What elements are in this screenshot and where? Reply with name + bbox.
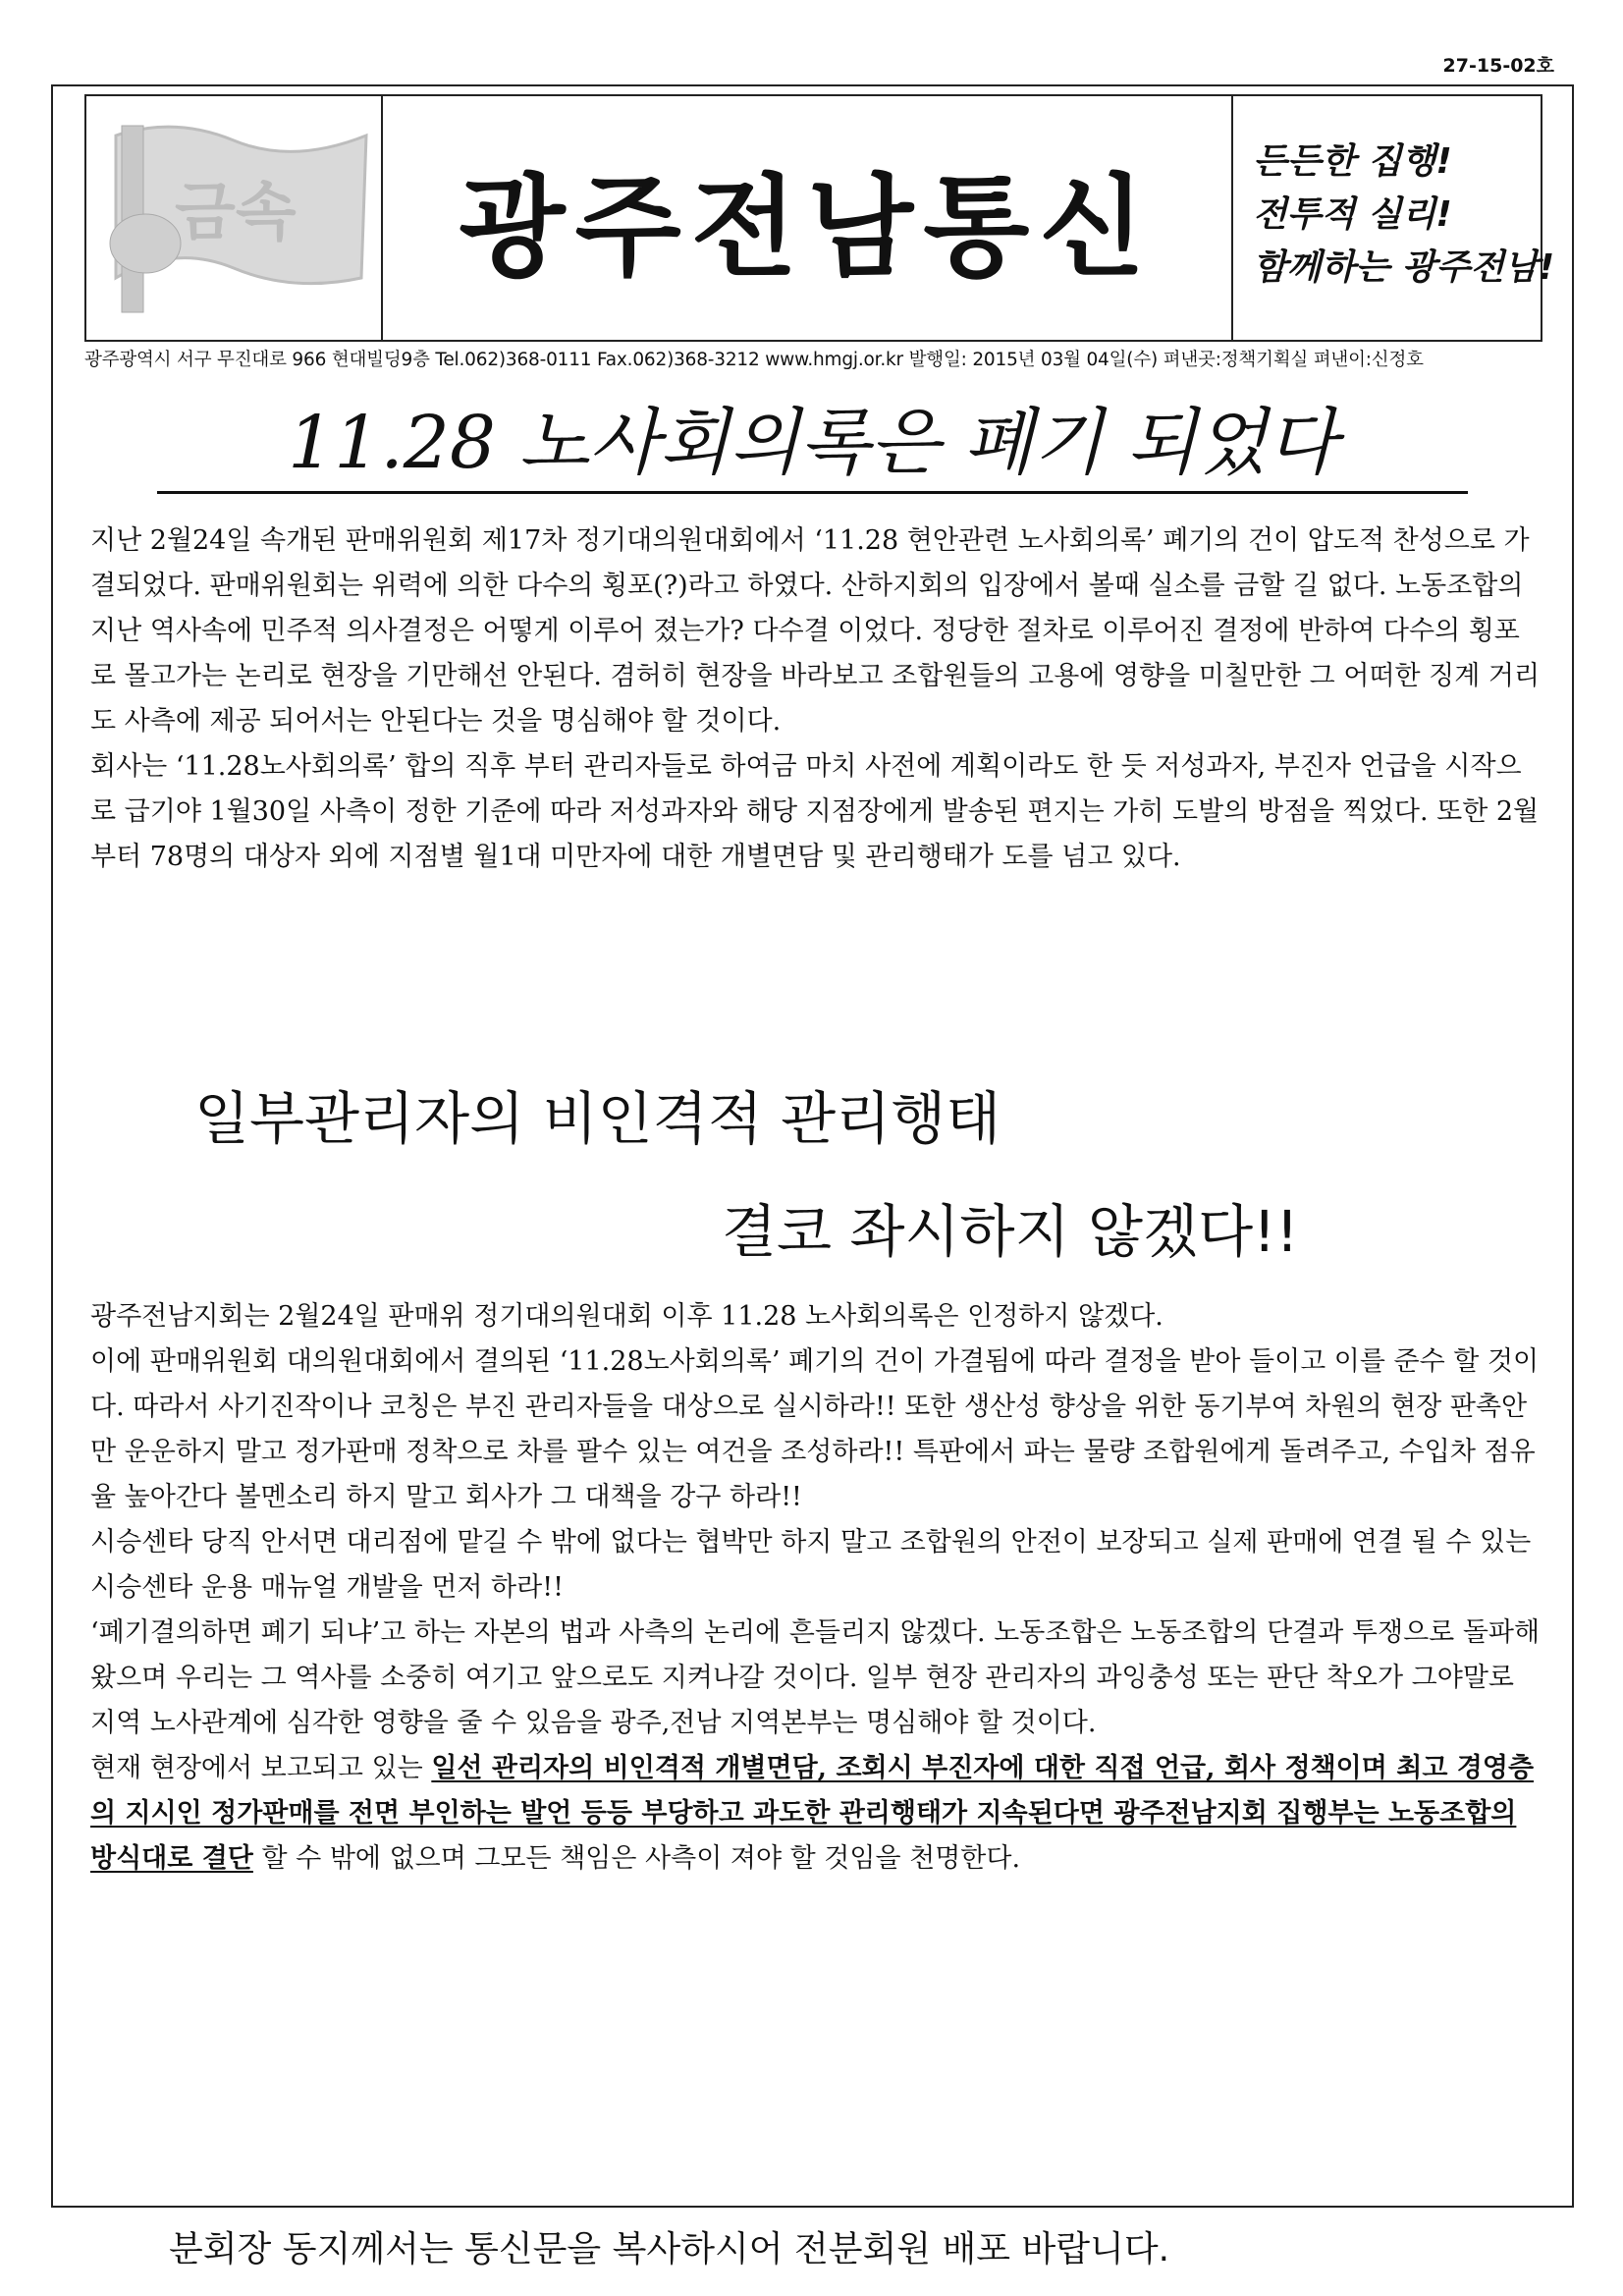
flag-fist-logo [86, 96, 377, 340]
logo-text: 금속 [175, 177, 297, 249]
slogans [1231, 96, 1555, 340]
issue-number: 27-15-02호 [1442, 55, 1554, 77]
slogan-3: 함께하는 광주전남! [1253, 247, 1555, 288]
paragraph: 회사는 ‘11.28노사회의록’ 합의 직후 부터 관리자들로 하여금 마치 사전에 계획이라도 한 듯 저성과자, 부진자 언급을 시작으로 급기야 1월30일 사측이 정한 기준에 따라 저성과자와 해당 지점장에게 발송된 편지는 가히 도발의 방점을 찍었다. 또한 2월부터 78명의 대상자 외에 지점별 월1대 미만자에 대한 개별면담 및 관리행태가 도를 넘고 있다. [90, 751, 1540, 872]
slogan-1: 든든한 집행! [1253, 141, 1452, 182]
closing-prefix: 현재 현장에서 보고되고 있는 [90, 1753, 432, 1783]
paragraph: ‘폐기결의하면 폐기 되냐’고 하는 자본의 법과 사측의 논리에 흔들리지 않겠다. 노동조합은 노동조합의 단결과 투쟁으로 돌파해왔으며 우리는 그 역사를 소중히 여기고 앞으로도 지켜나갈 것이다. 일부 현장 관리자의 과잉충성 또는 판단 착오가 그야말로 지역 노사관계에 심각한 영향을 줄 수 있음을 광주,전남 지역본부는 명심해야 할 것이다. [90, 1617, 1541, 1738]
newsletter-title: 광주전남통신 [459, 162, 1156, 292]
subheading-line-2: 결코 좌시하지 않겠다!! [722, 1198, 1299, 1265]
paragraph: 지난 2월24일 속개된 판매위원회 제17차 정기대의원대회에서 ‘11.28 현안관련 노사회의록’ 폐기의 건이 압도적 찬성으로 가결되었다. 판매위원회는 위력에 의한 다수의 횡포(?)라고 하였다. 산하지회의 입장에서 볼때 실소를 금할 길 없다. 노동조합의 지난 역사속에 민주적 의사결정은 어떻게 이루어 졌는가? 다수결 이었다. 정당한 절차로 이루어진 결정에 반하여 다수의 횡포로 몰고가는 논리로 현장을 기만해선 안된다. 겸허히 현장을 바라보고 조합원들의 고용에 영향을 미칠만한 그 어떠한 징계 거리도 사측에 제공 되어서는 안된다는 것을 명심해야 할 것이다. [90, 525, 1541, 737]
footer-notice: 분회장 동지께서는 통신문을 복사하시어 전분회원 배포 바랍니다. [169, 2229, 1170, 2269]
subheading-line-1: 일부관리자의 비인격적 관리행태 [194, 1085, 1001, 1152]
union-logo [86, 96, 383, 340]
paragraph: 광주전남지회는 2월24일 판매위 정기대의원대회 이후 11.28 노사회의록은 인정하지 않겠다. [90, 1301, 1163, 1332]
article-section-2 [90, 1294, 1543, 1882]
article-section-1 [90, 519, 1543, 880]
headline: 11.28 노사회의록은 폐기 되었다 [157, 385, 1468, 494]
closing-suffix: 할 수 밖에 없으며 그모든 책임은 사측이 져야 할 것임을 천명한다. [252, 1843, 1021, 1874]
closing-paragraph [90, 1746, 1543, 1882]
emphasized-demand: 일선 관리자의 비인격적 개별면담, 조회시 부진자에 대한 직접 언급, 회사 정책이며 최고 경영층의 지시인 정가판매를 전면 부인하는 발언 등등 부당하고 과도한 관리행태가 지속된다면 광주전남지회 집행부는 노동조합의 방식대로 결단 [90, 1753, 1535, 1874]
masthead [84, 94, 1555, 342]
publisher-info: 광주광역시 서구 무진대로 966 현대빌딩9층 Tel.062)368-0111 Fax.062)368-3212 www.hmgj.or.kr 발행일: 2015년 03월 04일(수) 펴낸곳:정책기획실 펴낸이:신정호 [84, 350, 1424, 370]
slogan-2: 전투적 실리! [1253, 194, 1452, 235]
paragraph: 시승센타 당직 안서면 대리점에 맡길 수 밖에 없다는 협박만 하지 말고 조합원의 안전이 보장되고 실제 판매에 연결 될 수 있는 시승센타 운용 매뉴얼 개발을 먼저 하라!! [90, 1527, 1532, 1603]
paragraph: 이에 판매위원회 대의원대회에서 결의된 ‘11.28노사회의록’ 폐기의 건이 가결됨에 따라 결정을 받아 들이고 이를 준수 할 것이다. 따라서 사기진작이나 코칭은 부진 관리자들을 대상으로 실시하라!! 또한 생산성 향상을 위한 동기부여 차원의 현장 판촉안만 운운하지 말고 정가판매 정착으로 차를 팔수 있는 여건을 조성하라!! 특판에서 파는 물량 조합원에게 돌려주고, 수입차 점유율 높아간다 볼멘소리 하지 말고 회사가 그 대책을 강구 하라!! [90, 1346, 1540, 1512]
